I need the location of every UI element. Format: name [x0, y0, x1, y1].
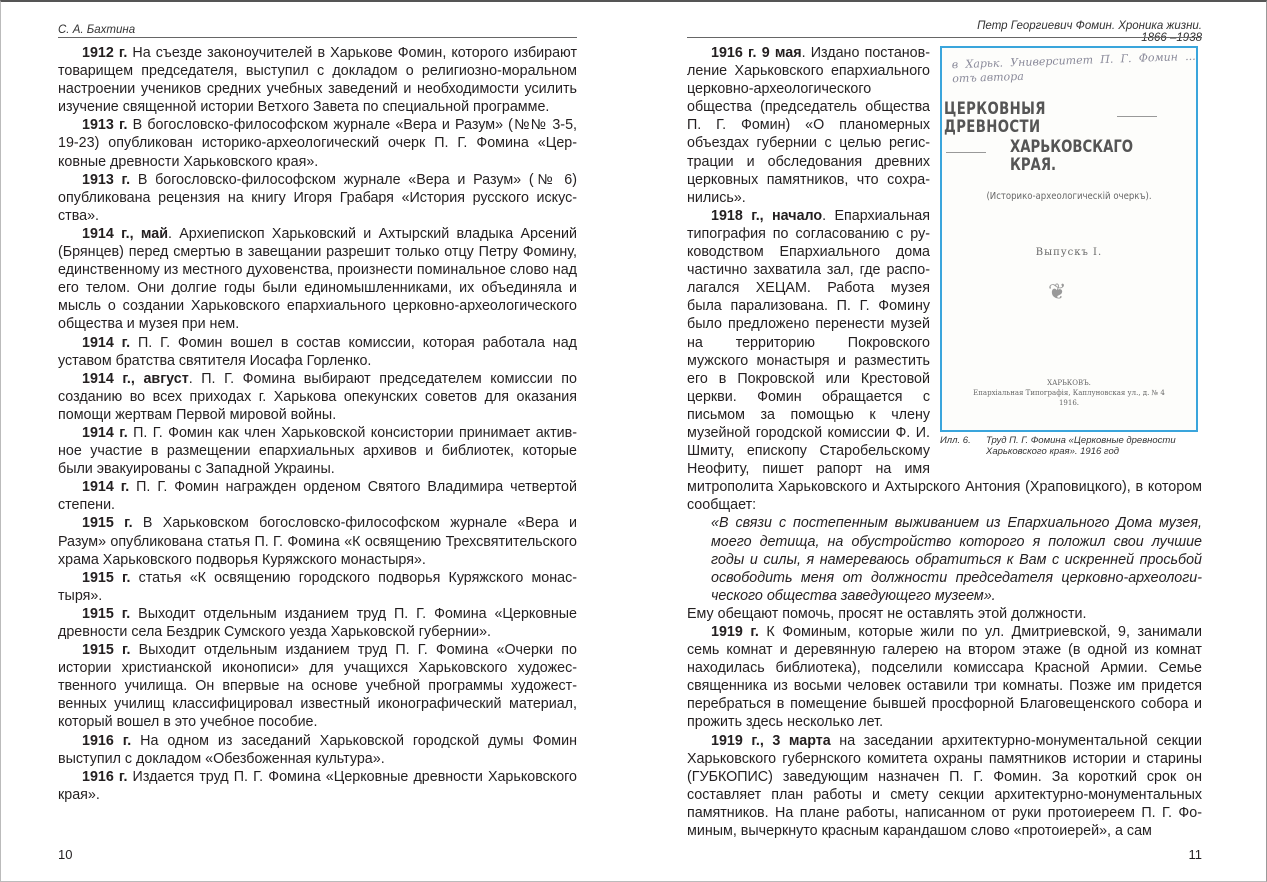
paragraph-lead: 1914 г., август	[82, 370, 189, 387]
paragraph-lead: 1916 г.	[82, 732, 132, 749]
paragraph	[58, 569, 577, 605]
paragraph-text: П. Г. Фомин вошел в состав комиссии, которая работала над уставом братства святителя Иосафа Горленко.	[58, 334, 577, 369]
paragraph-text: . Епархиальная типография по согласованию с руководством Епархиального дома частично захватила зал, где располагался ХЕЦАМ. Работа музея была парализована. П. Г. Фомину было предложено перенести музей на территорию Покровского мужского монастыря и разместить его в Покровской или Крестовой церкви. Фомин обращается с письмом за помощью к члену музейной городской комиссии Ф. И. Шмиту, епископу Старобельскому Неофиту, пишет рапорт на имя митрополита Харьковского и Ахтырского Антония (Храповицкого), в котором сообщает:	[687, 207, 1202, 514]
paragraph	[58, 171, 577, 225]
cover-subtitle: (Историко-археологическiй очеркъ).	[986, 191, 1152, 202]
paragraph	[58, 116, 577, 170]
paragraph-lead: 1912 г.	[82, 45, 128, 61]
paragraph	[58, 225, 577, 334]
paragraph-text: На съезде законоучителей в Харькове Фомин, которого избирают товарищем председателя, выступил с докладом о религиозно-моральном настроении учеников средних учебных заведений и необходимости усилить изучение священной истории Ветхого Завета по специальной программе.	[58, 45, 577, 116]
paragraph	[687, 732, 1202, 841]
paragraph-text: В богословско-философском журнале «Вера и Разум» (№ 6) опубликована рецензия на книгу Игоря Грабаря «История русского искусства».	[58, 171, 577, 224]
running-head-title	[687, 20, 1202, 44]
paragraph	[58, 370, 577, 424]
paragraph-lead: 1915 г.	[82, 515, 133, 532]
paragraph-lead: 1914 г.	[82, 479, 130, 496]
paragraph	[58, 732, 577, 768]
cover-rule	[946, 152, 986, 153]
figure-illustration-6	[940, 46, 1202, 457]
imprint-city: ХАРЬКОВЪ.	[1047, 379, 1091, 387]
paragraph	[58, 514, 577, 568]
paragraph-lead: 1919 г.	[711, 624, 759, 640]
paragraph	[58, 605, 577, 641]
paragraph	[58, 44, 577, 116]
paragraph-lead: 1914 г.	[82, 424, 128, 441]
paragraph	[58, 478, 577, 514]
paragraph-lead: 1915 г.	[82, 642, 131, 659]
paragraph-text: . Издано постановление Харьковского епархиального церковно-археологического общества (председатель общества П. Г. Фомин) «О планомерных объездах губернии с целью регистрации и обследования древних церковных памятников, что сохранились».	[687, 45, 930, 206]
paragraph-lead: 1918 г., начало	[711, 207, 823, 224]
cover-rule	[1117, 116, 1157, 117]
paragraph	[58, 768, 577, 804]
imprint-year: 1916.	[1058, 399, 1080, 407]
cover-issue: Выпускъ I.	[1035, 247, 1103, 258]
cover-title-line1: ЦЕРКОВНЫЯ ДРЕВНОСТИ	[944, 99, 1046, 138]
caption-text: Труд П. Г. Фомина «Церковные древности Харьковского края». 1916 год	[986, 435, 1176, 457]
cover-title-line2: ХАРЬКОВСКАГО КРАЯ.	[1010, 137, 1134, 176]
quotation: «В связи с постепенным выживанием из Епархиального Дома музея, моего детища, на обустройство которого я положил свои лучшие годы и силы, я намереваюсь обратиться к Вам с искренней просьбой освободить меня от должности председателя церковно-археологического общества заведующего музеем».	[711, 515, 1202, 604]
cover-imprint	[942, 378, 1196, 408]
right-page-body	[687, 44, 1202, 840]
paragraph-text: Выходит отдельным изданием труд П. Г. Фомина «Церковные древности села Бездрик Сумского уезда Харьковской губернии».	[58, 605, 577, 640]
paragraph-lead: 1915 г.	[82, 569, 131, 586]
imprint-press: Епархiальная Типографiя, Каплуновская ул., д. № 4	[973, 389, 1165, 397]
paragraph-text: Издается труд П. Г. Фомина «Церковные древности Харьковского края».	[58, 768, 577, 803]
paragraph-lead: 1914 г.	[82, 334, 131, 351]
handwritten-inscription: в Харьк. Университет П. Г. Фомин ... отъ автора	[951, 49, 1196, 86]
ornament-icon: ❦	[1048, 280, 1067, 305]
page-number: 11	[1188, 847, 1202, 862]
paragraph-text: статья «К освящению городского подворья Куряжского монастыря».	[58, 569, 577, 604]
paragraph-lead: 1916 г. 9 мая	[711, 45, 802, 61]
left-page	[58, 0, 577, 881]
right-page	[687, 0, 1202, 881]
paragraph-lead: 1919 г., 3 марта	[711, 732, 831, 749]
figure-caption	[940, 435, 1202, 457]
paragraph	[58, 641, 577, 731]
running-head-author: С. А. Бахтина	[58, 24, 136, 36]
paragraph-text: . Архиепископ Харьковский и Ахтырский владыка Арсений (Брянцев) перед смертью в завещании разрешит только отцу Петру Фомину, единственному из местного духовенства, произнести поминальное слово над его телом. Они долгие годы были единомышленниками, их объединяла и мысль о создании Харьковского епархиального церковно-археологического общества и музея при нем.	[58, 225, 577, 333]
paragraph-text: На одном из заседаний Харьковской городской думы Фомин выступил с докладом «Обезбоженная культура».	[58, 732, 577, 767]
paragraph-text: В Харьковском богословско-философском журнале «Вера и Разум» опубликована статья П. Г. Фомина «К освящению Трехсвятительского храма Харьковского подворья Куряжского монастыря».	[58, 515, 577, 568]
paragraph	[687, 623, 1202, 732]
header-rule	[58, 37, 577, 38]
paragraph-text: . П. Г. Фомина выбирают председателем комиссии по созданию во всех приходах г. Харькова опекунских советов для оказания помощи жертвам Первой мировой войны.	[58, 370, 577, 423]
paragraph-lead: 1915 г.	[82, 605, 131, 622]
paragraph-lead: 1913 г.	[82, 117, 128, 134]
paragraph-lead: 1914 г., май	[82, 225, 168, 242]
page-number: 10	[58, 847, 73, 862]
paragraph-text: П. Г. Фомин как член Харьковской консистории принимает активное участие в размещении епархиальных архивов и библиотек, которые были эвакуированы с Западной Украины.	[58, 424, 577, 478]
paragraph	[58, 334, 577, 370]
header-rule	[687, 37, 1202, 38]
paragraph-text: на заседании архитектурно-монументальной секции Харьковского губернского комитета охраны памятников истории и старины (ГУБКОПИС) заведующим назначен П. Г. Фомин. За короткий срок он составляет план работы и смету секции архитектурно-монументальных памятников. На плане работы, написанном от руки протоиереем П. Г. Фоминым, вычеркнуто красным карандашом слово «протоиерей», а сам	[687, 732, 1202, 840]
left-page-body	[58, 44, 577, 804]
paragraph-lead: 1913 г.	[82, 171, 131, 188]
paragraph-text: В богословско-философском журнале «Вера и Разум» (№№ 3-5, 19-23) опубликован историко-археологический очерк П. Г. Фомина «Церковные древности Харьковского края».	[58, 117, 577, 170]
running-head-line2: 1866 –1938	[1141, 32, 1202, 44]
running-head-line1: Петр Георгиевич Фомин. Хроника жизни.	[977, 20, 1202, 32]
paragraph-lead: 1916 г.	[82, 768, 128, 785]
book-cover-image	[940, 46, 1198, 432]
paragraph-text: Выходит отдельным изданием труд П. Г. Фомина «Очерки по истории христианской иконописи» для учащихся Харьковского художественного училища. Он впервые на основе учебной программы художественных училищ классифицировал известный иконографический материал, который вошел в это учебное пособие.	[58, 642, 577, 731]
paragraph-text: П. Г. Фомин награжден орденом Святого Владимира четвертой степени.	[58, 479, 577, 514]
caption-label: Илл. 6.	[940, 435, 971, 446]
paragraph: Ему обещают помочь, просят не оставлять этой должности.	[687, 605, 1087, 622]
paragraph	[58, 424, 577, 478]
paragraph-text: К Фоминым, которые жили по ул. Дмитриевской, 9, занимали семь комнат и деревянную галерею на втором этаже (в одной из комнат находилась библиотека), подселили комиссара Красной Армии. Семье священника из восьми человек оставили три комнаты. Позже им придется перебраться в помещение бывшей просфорной Благовещенского собора и прожить здесь несколько лет.	[687, 624, 1202, 731]
